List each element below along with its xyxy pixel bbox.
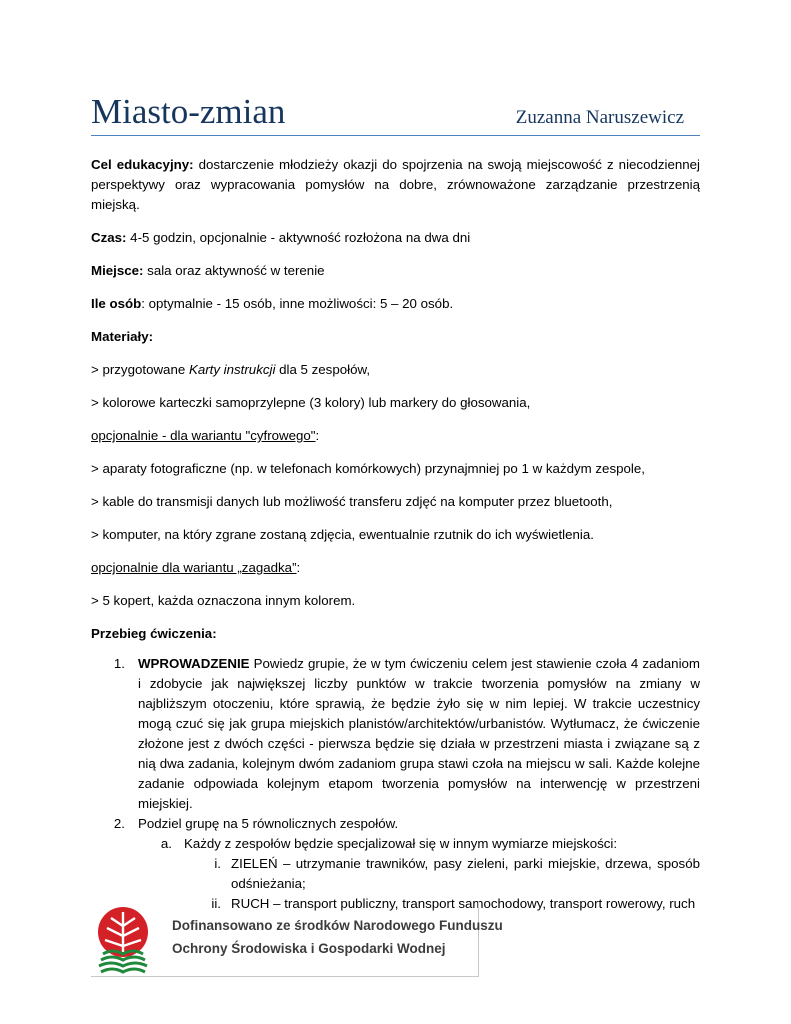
list-item-number: 2. — [113, 816, 125, 831]
people-paragraph — [91, 294, 700, 314]
steps-list — [91, 654, 700, 914]
list-item-bold: WPROWADZENIE — [138, 656, 250, 671]
digital-item: > komputer, na który zgrane zostaną zdjęcia, ewentualnie rzutnik do ich wyświetlenia. — [91, 527, 594, 542]
time-label: Czas: — [91, 230, 127, 245]
digital-variant-colon: : — [315, 428, 320, 443]
sub-sub-list-item-text: ZIELEŃ – utrzymanie trawników, pasy zieleni, parki miejskie, drzewa, sposób odśnieżania; — [231, 856, 700, 891]
materials-label: Materiały: — [91, 329, 154, 344]
riddle-variant-title: opcjonalnie dla wariantu „zagadka” — [91, 560, 297, 575]
sub-sub-list-item-numeral: i. — [214, 856, 221, 871]
sub-list-item-text: Każdy z zespołów będzie specjalizował się w innym wymiarze miejskości: — [184, 836, 618, 851]
time-text: 4-5 godzin, opcjonalnie - aktywność rozłożona na dwa dni — [126, 230, 471, 245]
sub-list-item — [91, 834, 700, 854]
digital-item: > kable do transmisji danych lub możliwość transferu zdjęć na komputer przez bluetooth, — [91, 494, 613, 509]
list-item — [91, 814, 700, 834]
funding-line-2: Ochrony Środowiska i Gospodarki Wodnej — [172, 941, 446, 956]
place-label: Miejsce: — [91, 263, 144, 278]
material-item-prefix: > przygotowane — [91, 362, 189, 377]
riddle-variant-heading — [91, 558, 700, 578]
sub-sub-list-item-text: RUCH – transport publiczny, transport samochodowy, transport rowerowy, ruch — [231, 896, 696, 911]
course-label: Przebieg ćwiczenia: — [91, 626, 217, 641]
list-item — [91, 654, 700, 814]
people-text: : optymalnie - 15 osób, inne możliwości: 5 – 20 osób. — [141, 296, 454, 311]
sub-sub-list-item-numeral: ii. — [211, 896, 221, 911]
page-title: Miasto-zmian — [91, 92, 286, 131]
material-item: > kolorowe karteczki samoprzylepne (3 kolory) lub markery do głosowania, — [91, 395, 531, 410]
goal-text: dostarczenie młodzieży okazji do spojrzenia na swoją miejscowość z niecodziennej perspektywy oraz wypracowania pomysłów na dobre, zrównoważone zarządzanie przestrzenią miejską. — [91, 157, 700, 212]
nfosigw-logo-icon — [93, 904, 153, 974]
material-item-suffix: dla 5 zespołów, — [275, 362, 371, 377]
title-divider — [91, 135, 700, 136]
riddle-item: > 5 kopert, każda oznaczona innym kolorem. — [91, 593, 356, 608]
funding-footer — [91, 902, 503, 977]
place-text: sala oraz aktywność w terenie — [143, 263, 325, 278]
goal-label: Cel edukacyjny: — [91, 157, 194, 172]
riddle-variant-colon: : — [296, 560, 301, 575]
course-heading — [91, 624, 700, 644]
goal-paragraph — [91, 155, 700, 215]
digital-variant-title: opcjonalnie - dla wariantu "cyfrowego" — [91, 428, 316, 443]
people-label: Ile osób — [91, 296, 142, 311]
list-item-text: Powiedz grupie, że w tym ćwiczeniu celem jest stawienie czoła 4 zadaniom i zdobycie jak największej liczby punktów w trakcie tworzenia pomysłów na zmiany w najbliższym otoczeniu, które sprawią, że będzie żyło się w nim lepiej. W trakcie uczestnicy mogą czuć się jak grupa miejskich planistów/architektów/urbanistów. Wytłumacz, że ćwiczenie złożone jest z dwóch części - pierwsza będzie się działa w przestrzeni miasta i związane są z nią dwa zadania, kolejnym dwóm zadaniom grupa stawi czoła na miejscu w sali. Każde kolejne zadanie odpowiada kolejnym etapom tworzenia pomysłów na interwencję w przestrzeni miejskiej. — [138, 656, 700, 811]
list-item-number: 1. — [113, 656, 125, 671]
sub-list-item-letter: a. — [160, 836, 172, 851]
funding-line-1: Dofinansowano ze środków Narodowego Funduszu — [172, 918, 503, 933]
sub-sub-list-item — [91, 854, 700, 894]
digital-variant-heading — [91, 426, 700, 446]
material-item-emphasis: Karty instrukcji — [188, 362, 276, 377]
materials-heading — [91, 327, 700, 347]
author-name: Zuzanna Naruszewicz — [515, 107, 684, 128]
digital-item: > aparaty fotograficzne (np. w telefonach komórkowych) przynajmniej po 1 w każdym zespole, — [91, 461, 645, 476]
document-body — [91, 155, 700, 914]
list-item-text: Podziel grupę na 5 równolicznych zespołów. — [138, 816, 399, 831]
place-paragraph — [91, 261, 700, 281]
time-paragraph — [91, 228, 700, 248]
material-item — [91, 360, 700, 380]
